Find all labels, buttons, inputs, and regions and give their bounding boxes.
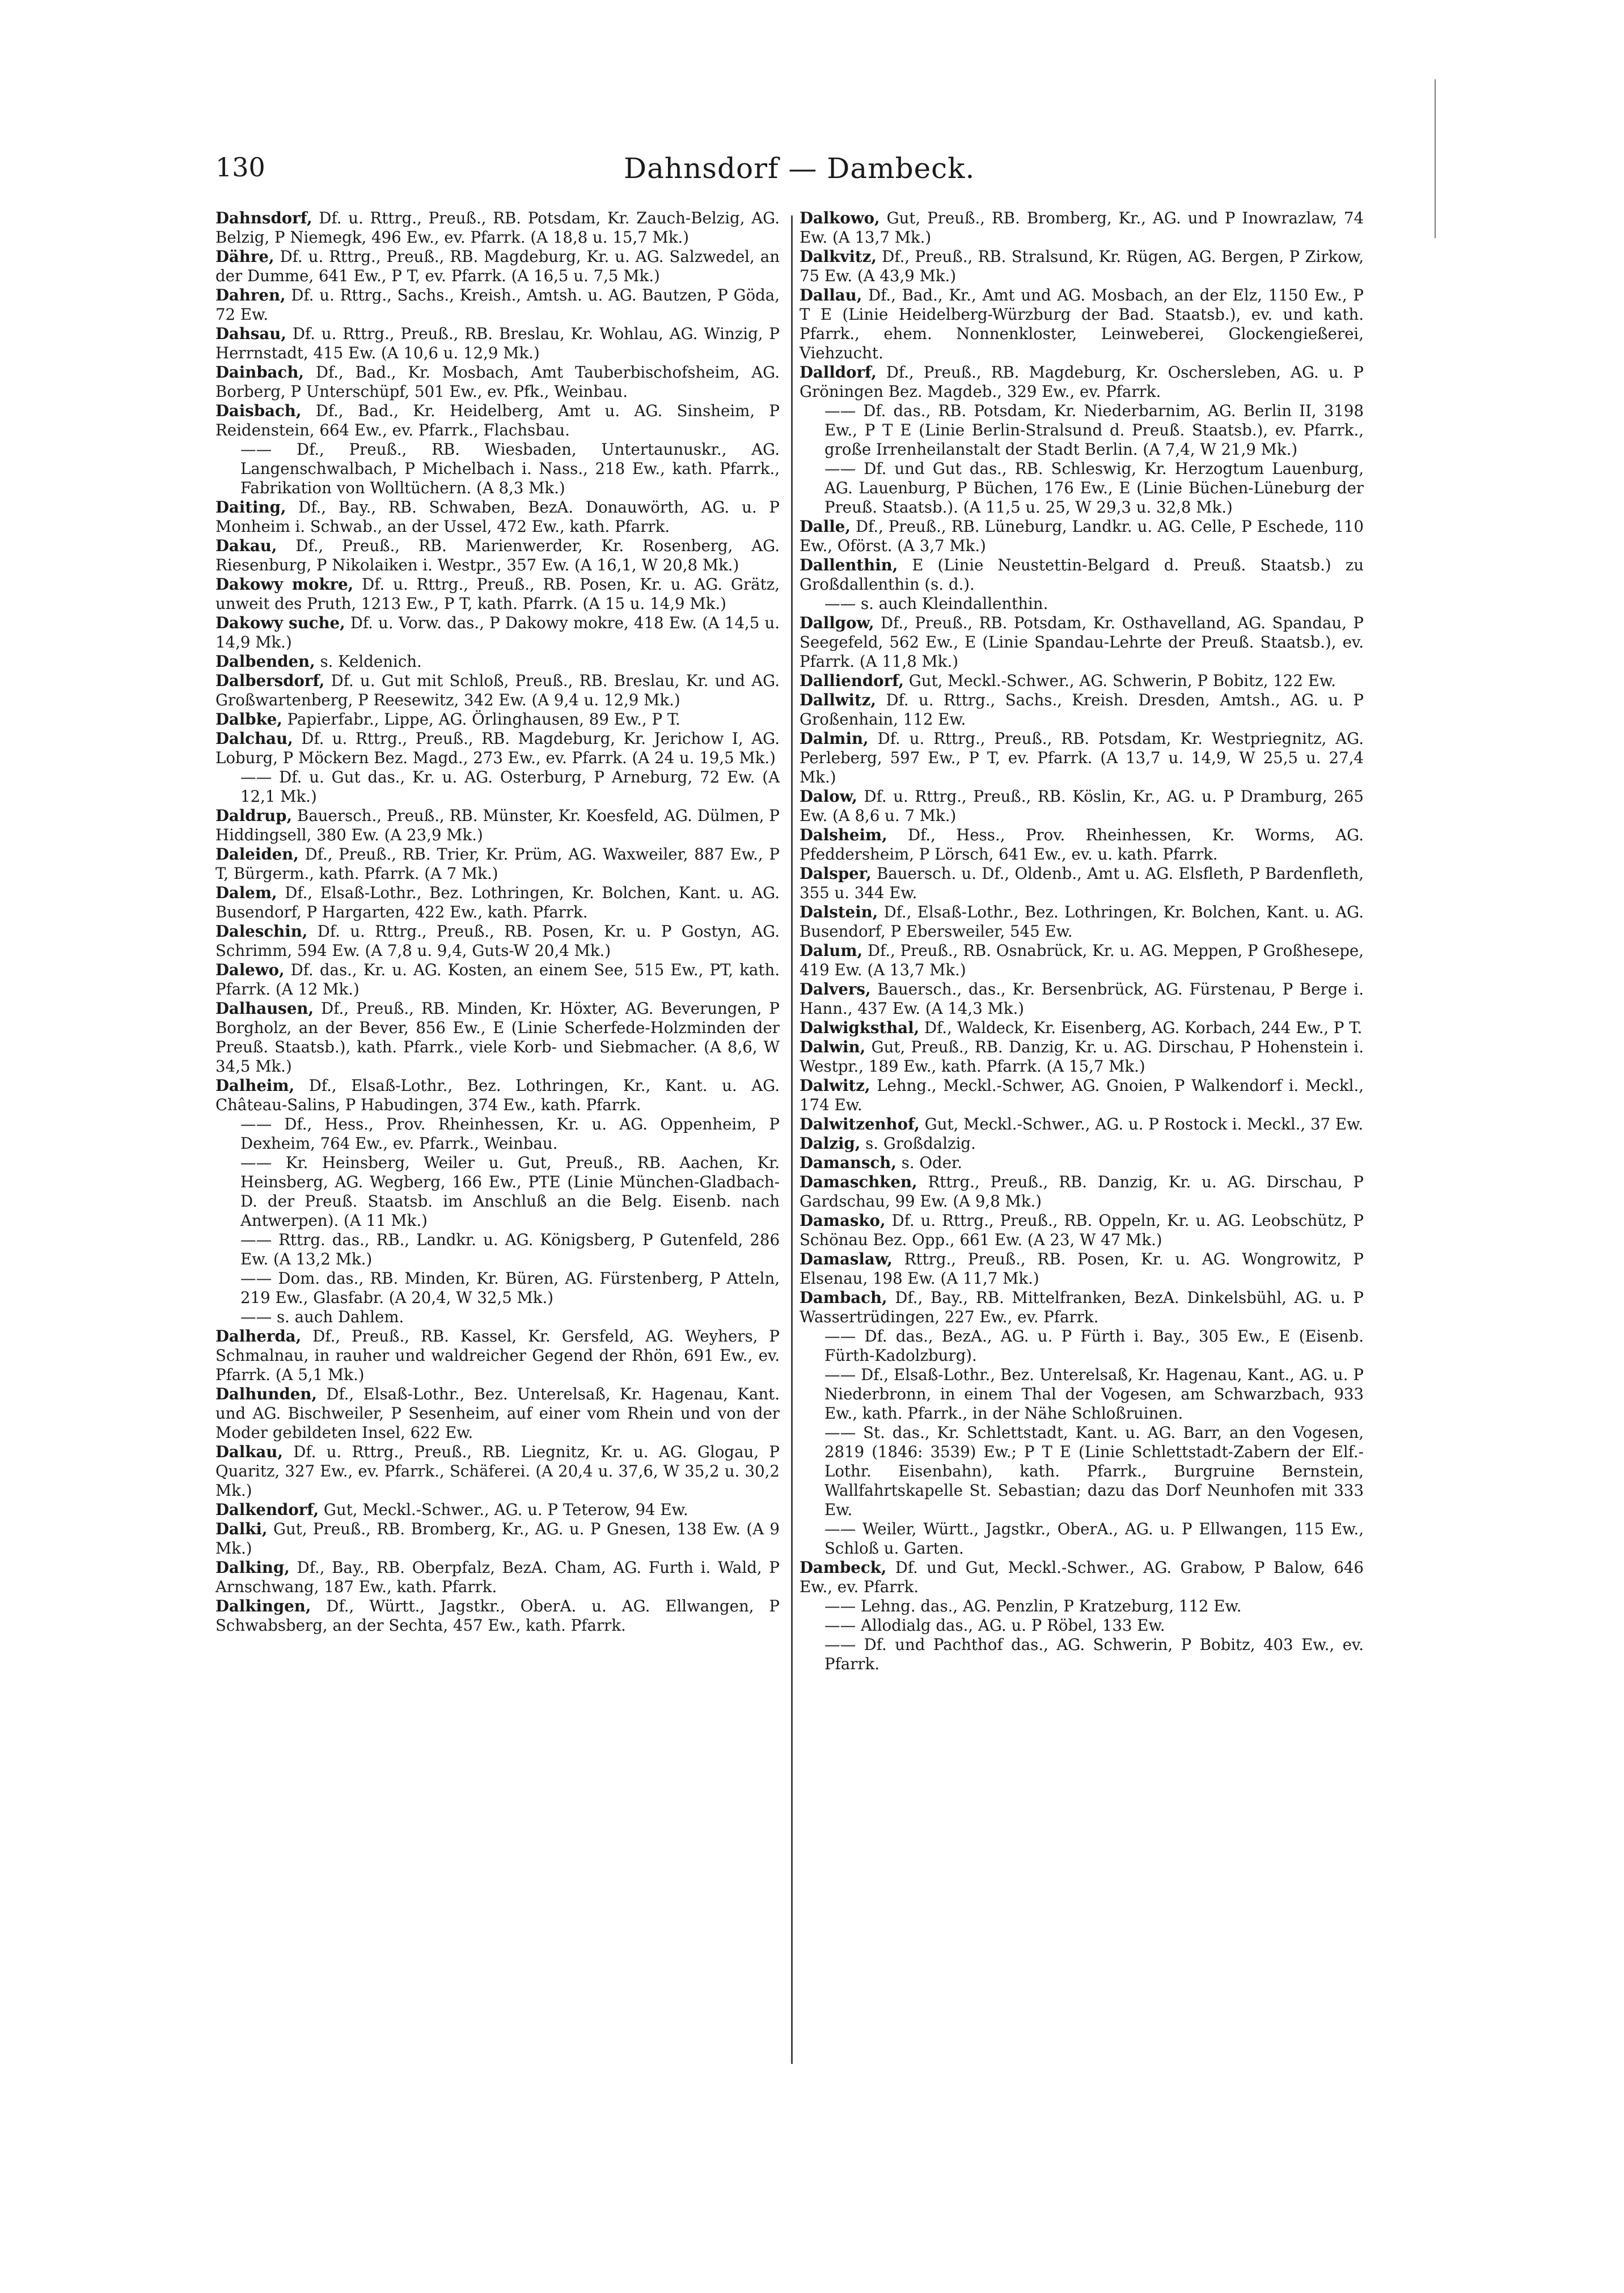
entry-text: Df. u. Rttrg., Preuß., RB. Liegnitz, Kr. u. AG. Glogau, P Quaritz, 327 Ew., ev. Pfarrk., Schäferei. (A 20,4 u. 37,6, W 35,2 u. 30,2 Mk.) [215,1442,780,1500]
entry-headword: Dallau, [800,286,862,304]
entry-text: —— s. auch Kleindallenthin. [824,594,1048,613]
dictionary-entry [215,652,780,671]
dictionary-entry [800,1520,1364,1558]
dictionary-entry [800,1115,1364,1134]
entry-headword: Dalhunden, [215,1385,317,1403]
running-title: Dahnsdorf — Dambeck. [624,152,975,185]
entry-headword: Damaschken, [800,1173,917,1191]
entry-text: Df., Elsaß-Lothr., Bez. Unterelsaß, Kr. Hagenau, Kant. und AG. Bischweiler, P Sesenheim, auf einer vom Rhein und von der Moder gebildeten Insel, 622 Ew. [215,1385,780,1442]
dictionary-entry [800,864,1364,903]
entry-text: —— Rttrg. das., RB., Landkr. u. AG. Königsberg, P Gutenfeld, 286 Ew. (A 13,2 Mk.) [240,1230,780,1268]
dictionary-entry [800,787,1364,826]
entry-text: Df. u. Gut mit Schloß, Preuß., RB. Breslau, Kr. und AG. Großwartenberg, P Reesewitz, 342 Ew. (A 9,4 u. 12,9 Mk.) [215,671,780,709]
entry-headword: Dalki, [215,1520,268,1538]
entry-text: Df., Bay., RB. Schwaben, BezA. Donauwörth, AG. u. P Monheim i. Schwab., an der Ussel, 472 Ew., kath. Pfarrk. [215,498,780,536]
margin-rule [1435,79,1436,238]
dictionary-entry [800,1211,1364,1250]
entry-headword: Dalsheim, [800,826,887,844]
entry-headword: Dalkendorf, [215,1500,319,1519]
dictionary-entry [215,1500,780,1520]
dictionary-entry [215,922,780,961]
entry-headword: Daiting, [215,498,286,517]
dictionary-entry [800,826,1364,864]
entry-text: Bauersch., Preuß., RB. Münster, Kr. Koesfeld, AG. Dülmen, P Hiddingsell, 380 Ew. (A 23,9 Mk.) [215,806,780,844]
entry-text: Df., Preuß., RB. Kassel, Kr. Gersfeld, AG. Weyhers, P Schmalnau, in rauher und waldreicher Gegend der Rhön, 691 Ew., ev. Pfarrk. (A 5,1 Mk.) [215,1327,780,1384]
entry-headword: Dalvers, [800,980,871,999]
dictionary-entry [215,1230,780,1269]
entry-text: Df. u. Rttrg., Preuß., RB. Potsdam, Kr. Zauch-Belzig, AG. Belzig, P Niemegk, 496 Ew., ev. Pfarrk. (A 18,8 u. 15,7 Mk.) [215,209,780,247]
entry-headword: Dalwin, [800,1038,866,1056]
entry-text: Df. u. Rttrg., Preuß., RB. Posen, Kr. u. P Gostyn, AG. Schrimm, 594 Ew. (A 7,8 u. 9,4, Guts-W 20,4 Mk.) [215,922,780,960]
entry-headword: Dalwigksthal, [800,1018,920,1037]
dictionary-entry [215,209,780,247]
dictionary-entry [800,556,1364,594]
dictionary-entry [215,999,780,1076]
entry-headword: Dallenthin, [800,556,898,574]
dictionary-entry [800,691,1364,729]
dictionary-entry [800,286,1364,363]
entry-headword: Dalzig, [800,1134,861,1153]
dictionary-entry [215,1597,780,1635]
entry-text: Df. das., Kr. u. AG. Kosten, an einem See, 515 Ew., PT, kath. Pfarrk. (A 12 Mk.) [215,961,780,999]
dictionary-entry [800,1365,1364,1423]
dictionary-entry [215,710,780,729]
entry-headword: Dalheim, [215,1076,295,1095]
entry-headword: Dalking, [215,1558,290,1577]
entry-text: Df. u. Rttrg., Sachs., Kreish. Dresden, Amtsh., AG. u. P Großenhain, 112 Ew. [800,691,1364,729]
entry-text: Df. und Gut, Meckl.-Schwer., AG. Grabow, P Balow, 646 Ew., ev. Pfarrk. [800,1558,1364,1596]
column-divider [791,215,793,2064]
entry-text: Df., Bay., RB. Oberpfalz, BezA. Cham, AG. Furth i. Wald, P Arnschwang, 187 Ew., kath. Pfarrk. [215,1558,780,1596]
entry-text: Df. u. Vorw. das., P Dakowy mokre, 418 Ew. (A 14,5 u. 14,9 Mk.) [215,614,780,651]
entry-headword: Dalbersdorf, [215,671,325,690]
right-column [800,209,1364,1674]
dictionary-entry [215,1520,780,1558]
dictionary-entry [215,1442,780,1500]
left-column [215,209,780,1635]
entry-headword: Dalbenden, [215,652,315,671]
entry-headword: Dalwitz, [800,1076,870,1095]
entry-headword: Dalow, [800,787,857,806]
entry-headword: Dahnsdorf, [215,209,312,227]
dictionary-entry [800,1153,1364,1173]
entry-text: Gut, Meckl.-Schwer., AG. Schwerin, P Bobitz, 122 Ew. [903,671,1336,690]
entry-text: Df. u. Rttrg., Preuß., RB. Potsdam, Kr. Westpriegnitz, AG. Perleberg, 597 Ew., P T, ev. Pfarrk. (A 13,7 u. 14,9, W 25,5 u. 27,4 Mk.) [800,729,1364,786]
dictionary-entry [215,247,780,286]
entry-text: —— Df. und Pachthof das., AG. Schwerin, P Bobitz, 403 Ew., ev. Pfarrk. [824,1635,1364,1673]
entry-headword: Dallwitz, [800,691,877,709]
entry-text: Rttrg., Preuß., RB. Posen, Kr. u. AG. Wongrowitz, P Elsenau, 198 Ew. (A 11,7 Mk.) [800,1250,1364,1288]
entry-headword: Dalewo, [215,961,285,979]
entry-text: —— Df., Preuß., RB. Wiesbaden, Untertaunuskr., AG. Langenschwalbach, P Michelbach i. Nass., 218 Ew., kath. Pfarrk., Fabrikation von Wolltüchern. (A 8,3 Mk.) [240,440,780,497]
entry-headword: Dalldorf, [800,363,877,382]
entry-headword: Dainbach, [215,363,304,382]
entry-text: Df., Preuß., RB. Minden, Kr. Höxter, AG. Beverungen, P Borgholz, an der Bever, 856 Ew., E (Linie Scherfede-Holzminden der Preuß. Staatsb.), kath. Pfarrk., viele Korb- und Siebmacher. (A 8,6, W 34,5 Mk.) [215,999,780,1076]
dictionary-entry [800,1288,1364,1327]
entry-headword: Dalkowo, [800,209,880,227]
dictionary-entry [215,536,780,575]
entry-headword: Dahren, [215,286,286,304]
dictionary-entry [800,1038,1364,1076]
entry-text: Papierfabr., Lippe, AG. Örlinghausen, 89 Ew., P T. [282,710,680,729]
entry-headword: Daldrup, [215,806,293,825]
entry-text: Gut, Preuß., RB. Danzig, Kr. u. AG. Dirschau, P Hohenstein i. Westpr., 189 Ew., kath. Pfarrk. (A 15,7 Mk.) [800,1038,1364,1076]
entry-text: Df., Bad., Kr., Amt und AG. Mosbach, an der Elz, 1150 Ew., P T E (Linie Heidelberg-Würzburg der Bad. Staatsb.), ev. und kath. Pfarrk., ehem. Nonnenkloster, Leinweberei, Glockengießerei, Viehzucht. [800,286,1364,362]
entry-text: Gut, Meckl.-Schwer., AG. u. P Rostock i. Meckl., 37 Ew. [919,1115,1364,1133]
entry-headword: Daleiden, [215,845,299,864]
dictionary-entry [215,1153,780,1230]
dictionary-entry [215,961,780,999]
page-number: 130 [215,152,265,183]
entry-text: —— St. das., Kr. Schlettstadt, Kant. u. AG. Barr, an den Vogesen, 2819 (1846: 3539) Ew.; P T E (Linie Schlettstadt-Zabern der Elf.-Lothr. Eisenbahn), kath. Pfarrk., Burgruine Bernstein, Wallfahrtskapelle St. Sebastian; dazu das Dorf Neunhofen mit 333 Ew. [824,1423,1364,1519]
dictionary-entry [215,1269,780,1308]
entry-text: Df., Bay., RB. Mittelfranken, BezA. Dinkelsbühl, AG. u. P Wassertrüdingen, 227 Ew., ev. Pfarrk. [800,1288,1364,1326]
entry-text: —— Df. u. Gut das., Kr. u. AG. Osterburg, P Arneburg, 72 Ew. (A 12,1 Mk.) [240,768,780,806]
entry-headword: Dalwitzenhof, [800,1115,920,1133]
entry-text: —— Lehng. das., AG. Penzlin, P Kratzeburg, 112 Ew. [824,1597,1242,1615]
entry-text: Df. u. Rttrg., Sachs., Kreish., Amtsh. u. AG. Bautzen, P Göda, 72 Ew. [215,286,780,324]
entry-headword: Dalem, [215,883,277,902]
dictionary-entry [800,1597,1364,1616]
dictionary-entry [800,1558,1364,1597]
dictionary-entry [215,1076,780,1115]
entry-text: Df., Hess., Prov. Rheinhessen, Kr. Worms, AG. Pfeddersheim, P Lörsch, 641 Ew., ev. u. kath. Pfarrk. [800,826,1364,864]
entry-text: s. Oder. [896,1153,962,1172]
entry-text: Df. u. Rttrg., Preuß., RB. Breslau, Kr. Wohlau, AG. Winzig, P Herrnstadt, 415 Ew. (A 10,6 u. 12,9 Mk.) [215,324,780,362]
entry-text: —— Dom. das., RB. Minden, Kr. Büren, AG. Fürstenberg, P Atteln, 219 Ew., Glasfabr. (A 20,4, W 32,5 Mk.) [240,1269,780,1307]
entry-text: Lehng., Meckl.-Schwer, AG. Gnoien, P Walkendorf i. Meckl., 174 Ew. [800,1076,1364,1114]
entry-headword: Dakowy mokre, [215,575,354,594]
entry-text: Df., Elsaß-Lothr., Bez. Lothringen, Kr., Kant. u. AG. Château-Salins, P Habudingen, 374 Ew., kath. Pfarrk. [215,1076,780,1114]
entry-text: —— Allodialg das., AG. u. P Röbel, 133 Ew. [824,1616,1165,1635]
entry-text: Df., Preuß., RB. Magdeburg, Kr. Oschersleben, AG. u. P Gröningen Bez. Magdeb., 329 Ew., ev. Pfarrk. [800,363,1364,401]
dictionary-entry [215,883,780,922]
entry-text: Rttrg., Preuß., RB. Danzig, Kr. u. AG. Dirschau, P Gardschau, 99 Ew. (A 9,8 Mk.) [800,1173,1364,1211]
entry-text: Df. u. Rttrg., Preuß., RB. Köslin, Kr., AG. u. P Dramburg, 265 Ew. (A 8,6 u. 7 Mk.) [800,787,1364,825]
entry-headword: Dalum, [800,941,863,960]
entry-text: Bauersch. u. Df., Oldenb., Amt u. AG. Elsfleth, P Bardenfleth, 355 u. 344 Ew. [800,864,1364,902]
dictionary-entry [215,363,780,401]
entry-headword: Daisbach, [215,401,302,420]
entry-headword: Dalhausen, [215,999,314,1018]
entry-headword: Dalliendorf, [800,671,904,690]
entry-text: Df. u. Rttrg., Preuß., RB. Magdeburg, Kr. Jerichow I, AG. Loburg, P Möckern Bez. Magd., 273 Ew., ev. Pfarrk. (A 24 u. 19,5 Mk.) [215,729,780,767]
entry-headword: Dalkingen, [215,1597,311,1615]
dictionary-entry [800,401,1364,459]
entry-text: Df., Preuß., RB. Osnabrück, Kr. u. AG. Meppen, P Großhesepe, 419 Ew. (A 13,7 Mk.) [800,941,1364,979]
entry-headword: Dalkau, [215,1442,283,1461]
entry-text: Bauersch., das., Kr. Bersenbrück, AG. Fürstenau, P Berge i. Hann., 437 Ew. (A 14,3 Mk.) [800,980,1364,1018]
dictionary-entry [800,1250,1364,1288]
entry-headword: Dakowy suche, [215,614,345,632]
dictionary-entry [800,903,1364,941]
dictionary-entry [215,1385,780,1442]
entry-text: Gut, Preuß., RB. Bromberg, Kr., AG. u. P Gnesen, 138 Ew. (A 9 Mk.) [215,1520,780,1558]
dictionary-entry [215,806,780,845]
entry-text: E (Linie Neustettin-Belgard d. Preuß. Staatsb.) zu Großdallenthin (s. d.). [800,556,1364,594]
entry-headword: Dalherda, [215,1327,302,1346]
dictionary-entry [215,1308,780,1327]
dictionary-entry [800,594,1364,614]
entry-text: Df., Preuß., RB. Trier, Kr. Prüm, AG. Waxweiler, 887 Ew., P T, Bürgerm., kath. Pfarrk. (A 7 Mk.) [215,845,780,883]
entry-text: Df., Preuß., RB. Lüneburg, Landkr. u. AG. Celle, P Eschede, 110 Ew., Oförst. (A 3,7 Mk.) [800,517,1364,555]
entry-text: —— s. auch Dahlem. [240,1308,404,1326]
entry-headword: Daleschin, [215,922,308,941]
dictionary-entry [800,247,1364,286]
entry-text: —— Kr. Heinsberg, Weiler u. Gut, Preuß., RB. Aachen, Kr. Heinsberg, AG. Wegberg, 166 Ew., PTE (Linie München-Gladbach-D. der Preuß. Staatsb. im Anschluß an die Belg. Eisenb. nach Antwerpen). (A 11 Mk.) [240,1153,780,1230]
dictionary-entry [800,980,1364,1018]
dictionary-entry [800,1173,1364,1211]
entry-headword: Dakau, [215,536,277,555]
entry-headword: Dahsau, [215,324,286,343]
dictionary-entry [800,1616,1364,1635]
entry-text: Df. u. Rttrg., Preuß., RB. Magdeburg, Kr. u. AG. Salzwedel, an der Dumme, 641 Ew., P T, ev. Pfarrk. (A 16,5 u. 7,5 Mk.) [215,247,780,285]
dictionary-entry [215,324,780,363]
entry-text: —— Weiler, Württ., Jagstkr., OberA., AG. u. P Ellwangen, 115 Ew., Schloß u. Garten. [824,1520,1364,1558]
entry-text: Df., Elsaß-Lothr., Bez. Lothringen, Kr. Bolchen, Kant. u. AG. Busendorf, P Hargarten, 422 Ew., kath. Pfarrk. [215,883,780,921]
dictionary-entry [800,459,1364,517]
dictionary-entry [215,729,780,768]
entry-headword: Dambeck, [800,1558,887,1577]
dictionary-entry [215,614,780,652]
dictionary-entry [215,1558,780,1597]
dictionary-entry [800,941,1364,980]
entry-headword: Dalbke, [215,710,282,729]
entry-text: Gut, Meckl.-Schwer., AG. u. P Teterow, 94 Ew. [319,1500,688,1519]
entry-text: s. Keldenich. [315,652,422,671]
dictionary-entry [215,498,780,536]
dictionary-entry [800,1423,1364,1520]
dictionary-entry [215,845,780,883]
entry-text: Df., Elsaß-Lothr., Bez. Lothringen, Kr. Bolchen, Kant. u. AG. Busendorf, P Ebersweiler, 545 Ew. [800,903,1364,941]
dictionary-entry [800,729,1364,787]
dictionary-entry [800,1018,1364,1038]
dictionary-entry [215,286,780,324]
dictionary-entry [800,517,1364,556]
entry-text: Df., Waldeck, Kr. Eisenberg, AG. Korbach, 244 Ew., P T. [919,1018,1363,1037]
entry-text: Df. u. Rttrg., Preuß., RB. Posen, Kr. u. AG. Grätz, unweit des Pruth, 1213 Ew., P T, kath. Pfarrk. (A 15 u. 14,9 Mk.) [215,575,780,613]
entry-text: —— Df. das., BezA., AG. u. P Fürth i. Bay., 305 Ew., E (Eisenb. Fürth-Kadolzburg). [824,1327,1364,1365]
entry-text: Gut, Preuß., RB. Bromberg, Kr., AG. und P Inowrazlaw, 74 Ew. (A 13,7 Mk.) [800,209,1364,247]
entry-headword: Damaslaw, [800,1250,893,1268]
entry-headword: Dalstein, [800,903,878,921]
entry-text: —— Df., Hess., Prov. Rheinhessen, Kr. u. AG. Oppenheim, P Dexheim, 764 Ew., ev. Pfarrk., Weinbau. [240,1115,780,1153]
entry-headword: Dalchau, [215,729,293,748]
entry-text: —— Df. und Gut das., RB. Schleswig, Kr. Herzogtum Lauenburg, AG. Lauenburg, P Büchen, 176 Ew., E (Linie Büchen-Lüneburg der Preuß. Staatsb.). (A 11,5 u. 25, W 29,3 u. 32,8 Mk.) [824,459,1364,517]
entry-text: Df., Bad., Kr. Heidelberg, Amt u. AG. Sinsheim, P Reidenstein, 664 Ew., ev. Pfarrk., Flachsbau. [215,401,780,439]
dictionary-entry [800,614,1364,671]
dictionary-entry [800,1635,1364,1674]
dictionary-entry [800,1327,1364,1365]
entry-headword: Dalsper, [800,864,872,883]
dictionary-entry [215,575,780,614]
dictionary-entry [215,1115,780,1153]
entry-text: s. Großdalzig. [860,1134,976,1153]
entry-headword: Dallgow, [800,614,874,632]
entry-text: Df., Bad., Kr. Mosbach, Amt Tauberbischofsheim, AG. Borberg, P Unterschüpf, 501 Ew., ev. Pfk., Weinbau. [215,363,780,401]
entry-text: Df., Preuß., RB. Marienwerder, Kr. Rosenberg, AG. Riesenburg, P Nikolaiken i. Westpr., 357 Ew. (A 16,1, W 20,8 Mk.) [215,536,780,574]
dictionary-entry [800,671,1364,691]
entry-text: —— Df., Elsaß-Lothr., Bez. Unterelsaß, Kr. Hagenau, Kant., AG. u. P Niederbronn, in einem Thal der Vogesen, am Schwarzbach, 933 Ew., kath. Pfarrk., in der Nähe Schloßruinen. [824,1365,1364,1423]
dictionary-entry [800,1076,1364,1115]
entry-headword: Dalle, [800,517,851,536]
dictionary-entry [215,401,780,440]
dictionary-entry [800,1134,1364,1153]
entry-headword: Damasko, [800,1211,886,1230]
entry-text: Df. u. Rttrg., Preuß., RB. Oppeln, Kr. u. AG. Leobschütz, P Schönau Bez. Opp., 661 Ew. (A 23, W 47 Mk.) [800,1211,1364,1249]
dictionary-entry [800,363,1364,401]
dictionary-entry [215,671,780,710]
dictionary-entry [800,209,1364,247]
entry-headword: Damansch, [800,1153,896,1172]
entry-text: Df., Preuß., RB. Stralsund, Kr. Rügen, AG. Bergen, P Zirkow, 75 Ew. (A 43,9 Mk.) [800,247,1364,285]
entry-headword: Dambach, [800,1288,887,1307]
entry-headword: Dalmin, [800,729,869,748]
entry-headword: Dähre, [215,247,274,266]
dictionary-entry [215,768,780,806]
dictionary-entry [215,1327,780,1385]
entry-text: —— Df. das., RB. Potsdam, Kr. Niederbarnim, AG. Berlin II, 3198 Ew., P T E (Linie Berlin-Stralsund d. Preuß. Staatsb.), ev. Pfarrk., große Irrenheilanstalt der Stadt Berlin. (A 7,4, W 21,9 Mk.) [824,401,1364,459]
entry-text: Df., Württ., Jagstkr., OberA. u. AG. Ellwangen, P Schwabsberg, an der Sechta, 457 Ew., kath. Pfarrk. [215,1597,780,1635]
dictionary-entry [215,440,780,498]
entry-headword: Dalkvitz, [800,247,877,266]
entry-text: Df., Preuß., RB. Potsdam, Kr. Osthavelland, AG. Spandau, P Seegefeld, 562 Ew., E (Linie Spandau-Lehrte der Preuß. Staatsb.), ev. Pfarrk. (A 11,8 Mk.) [800,614,1364,671]
